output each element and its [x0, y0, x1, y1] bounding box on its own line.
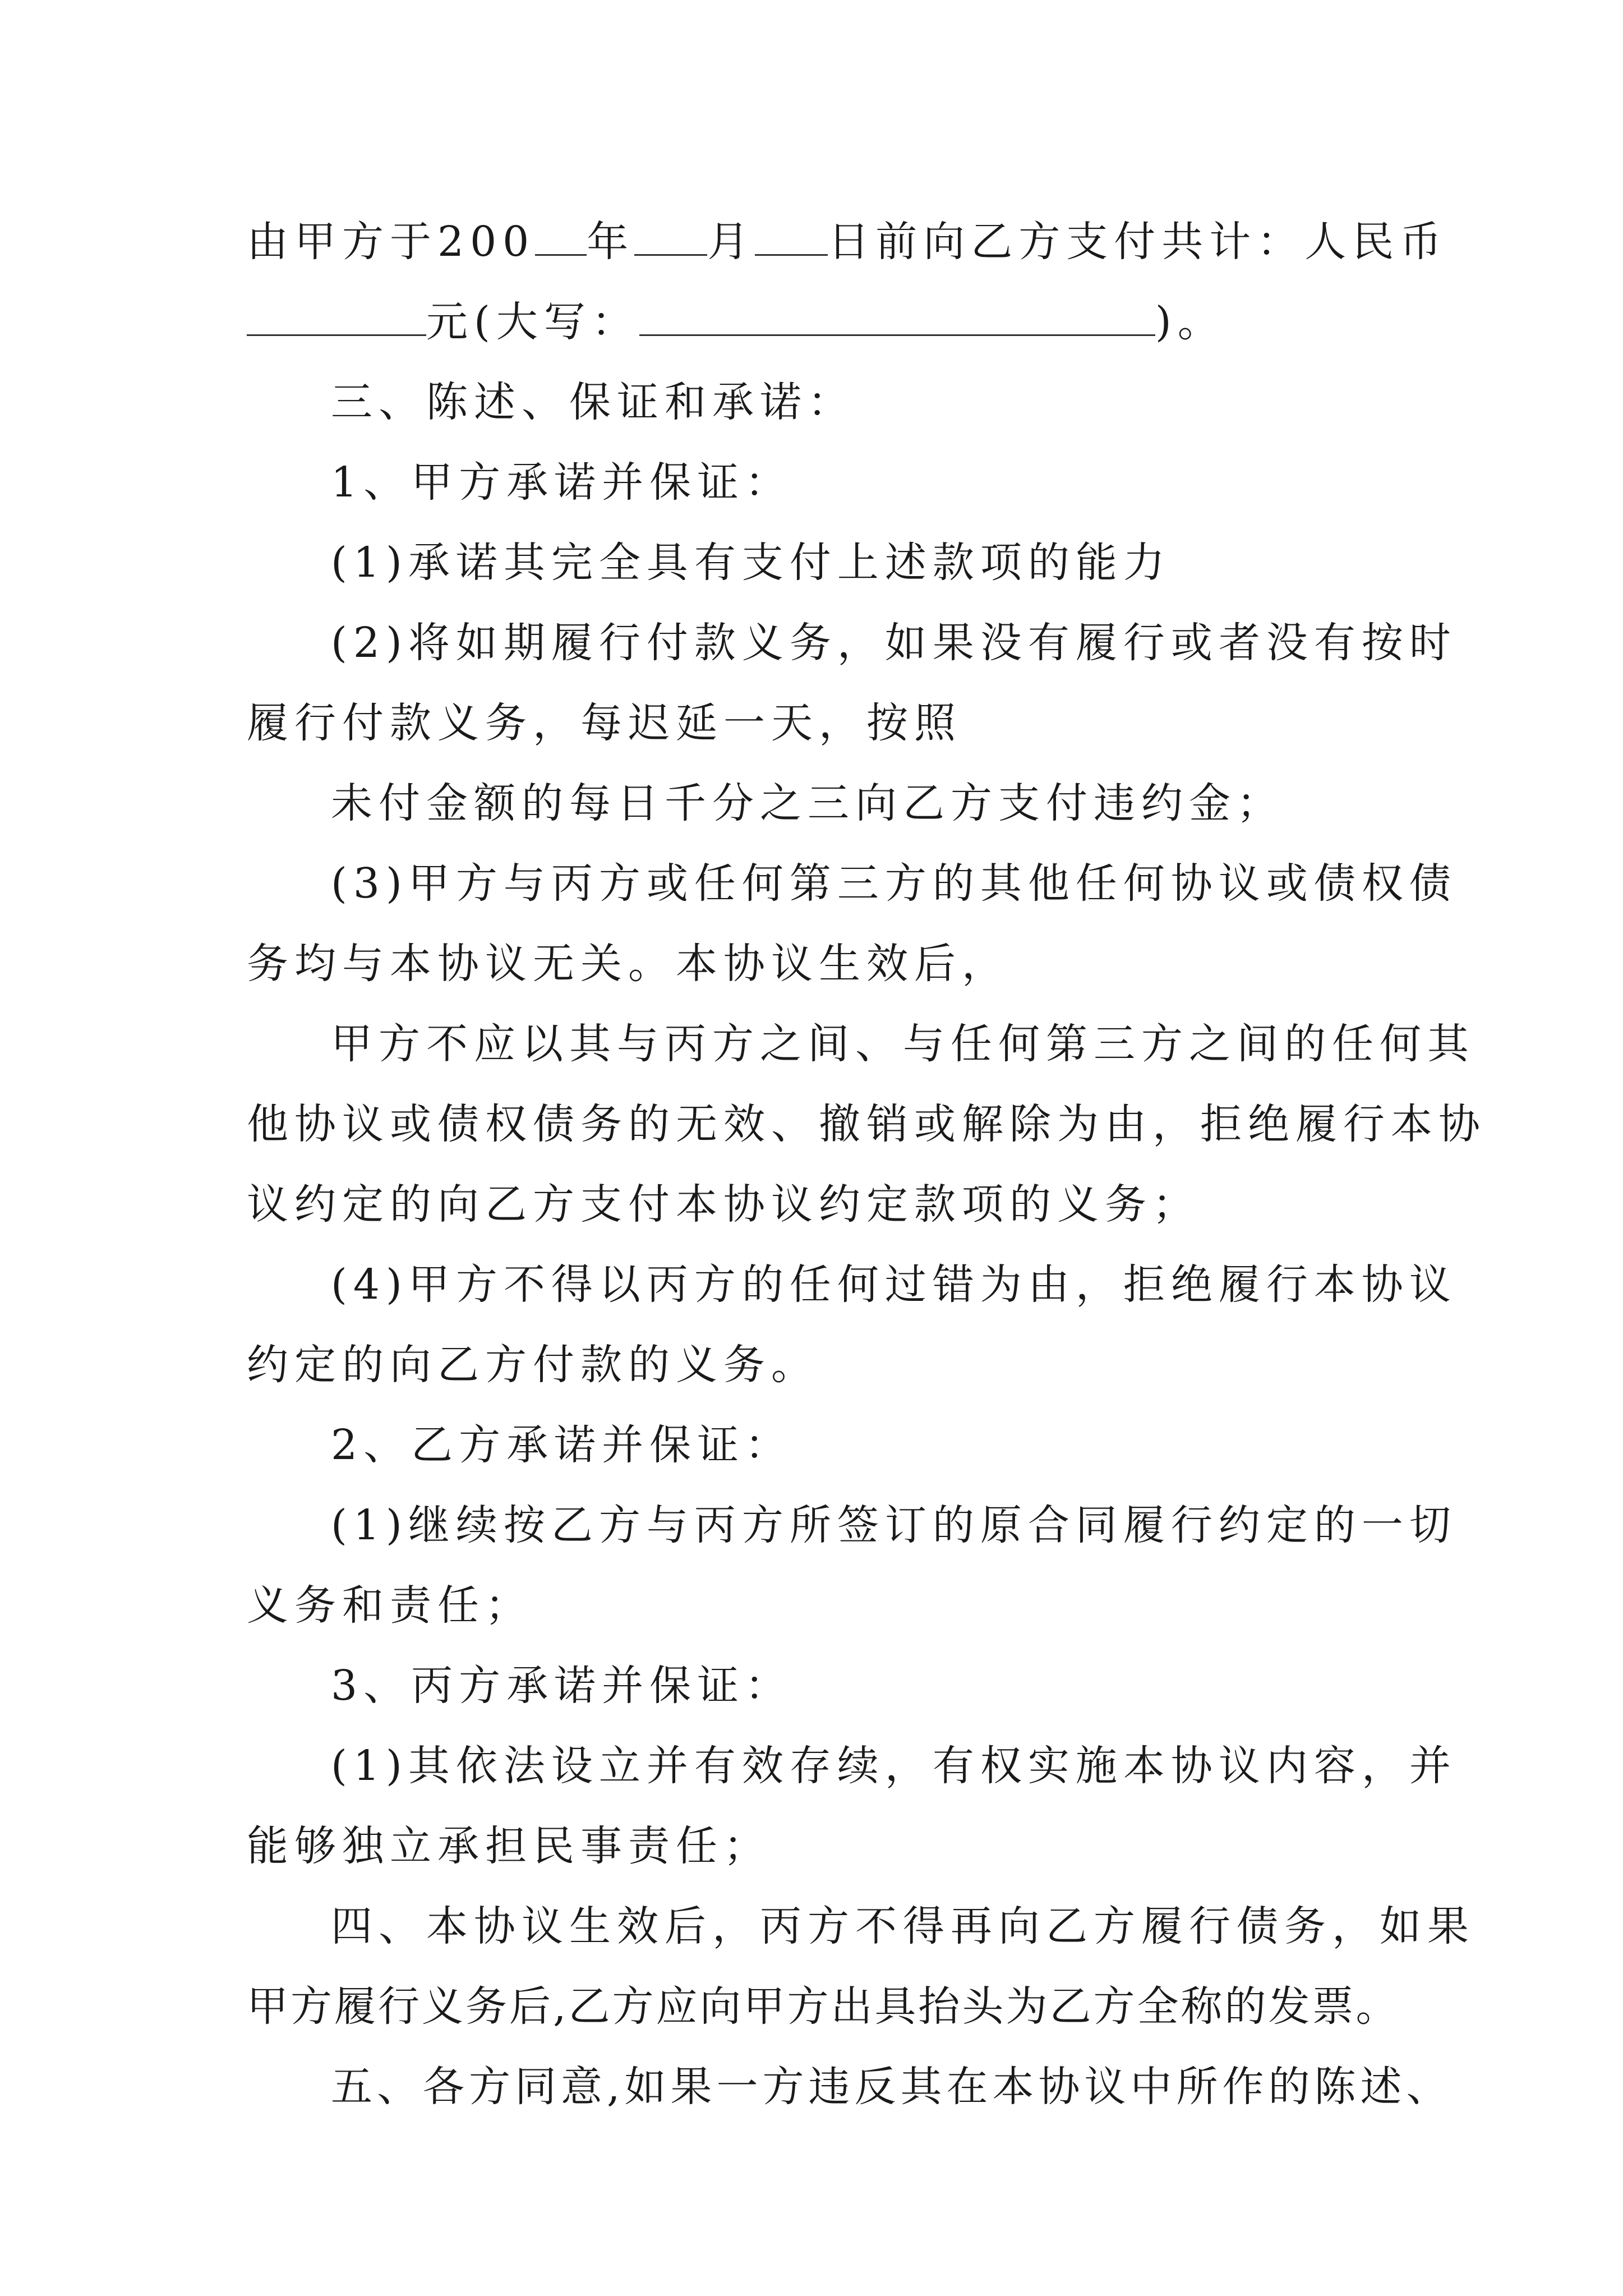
section-paragraph: 四、本协议生效后，丙方不得再向乙方履行债务，如果	[331, 1902, 1475, 1950]
paragraph-line: (2)将如期履行付款义务，如果没有履行或者没有按时	[331, 619, 1457, 667]
paragraph-line: 甲方履行义务后,乙方应向甲方出具抬头为乙方全称的发票。	[247, 1982, 1400, 2031]
blank-line	[639, 300, 1155, 336]
paragraph-line: (1)承诺其完全具有支付上述款项的能力	[331, 539, 1171, 587]
paragraph-line: (3)甲方与丙方或任何第三方的其他任何协议或债权债	[331, 859, 1457, 908]
document-body	[247, 202, 1486, 2127]
paragraph-line	[247, 282, 1391, 362]
blank-line	[755, 219, 828, 256]
paragraph-line: 约定的向乙方付款的义务。	[247, 1341, 819, 1389]
text-run: 年	[587, 218, 635, 266]
clause-heading: 3、丙方承诺并保证：	[331, 1662, 793, 1710]
paragraph-line: (4)甲方不得以丙方的任何过错为由，拒绝履行本协议	[331, 1260, 1457, 1309]
text-run: 日前向乙方支付共计：人民币	[828, 218, 1448, 266]
paragraph-line: (1)其依法设立并有效存续，有权实施本协议内容，并	[331, 1742, 1457, 1790]
clause-heading: 2、乙方承诺并保证：	[331, 1421, 793, 1469]
text-run: 元(大写：	[426, 298, 639, 346]
clause-heading: 1、甲方承诺并保证：	[331, 458, 793, 507]
text-run: )。	[1155, 298, 1225, 346]
paragraph-line: 履行付款义务，每迟延一天，按照	[247, 699, 962, 747]
section-paragraph: 五、各方同意,如果一方违反其在本协议中所作的陈述、	[331, 2063, 1453, 2111]
paragraph-line	[247, 202, 1448, 282]
paragraph-line: 甲方不应以其与丙方之间、与任何第三方之间的任何其	[331, 1020, 1475, 1068]
paragraph-line: 未付金额的每日千分之三向乙方支付违约金；	[331, 779, 1284, 827]
blank-line	[247, 300, 426, 336]
section-heading: 三、陈述、保证和承诺：	[331, 378, 855, 426]
blank-line	[634, 219, 707, 256]
blank-line	[535, 219, 587, 256]
paragraph-line: 义务和责任；	[247, 1581, 533, 1630]
paragraph-line: 能够独立承担民事责任；	[247, 1822, 771, 1870]
paragraph-line: 务均与本协议无关。本协议生效后，	[247, 940, 1009, 988]
text-run: 月	[707, 218, 755, 266]
paragraph-line: 议约定的向乙方支付本协议约定款项的义务；	[247, 1180, 1200, 1228]
paragraph-line: (1)继续按乙方与丙方所签订的原合同履行约定的一切	[331, 1501, 1457, 1549]
text-run: 由甲方于200	[247, 218, 536, 266]
paragraph-line: 他协议或债权债务的无效、撤销或解除为由，拒绝履行本协	[247, 1100, 1486, 1148]
